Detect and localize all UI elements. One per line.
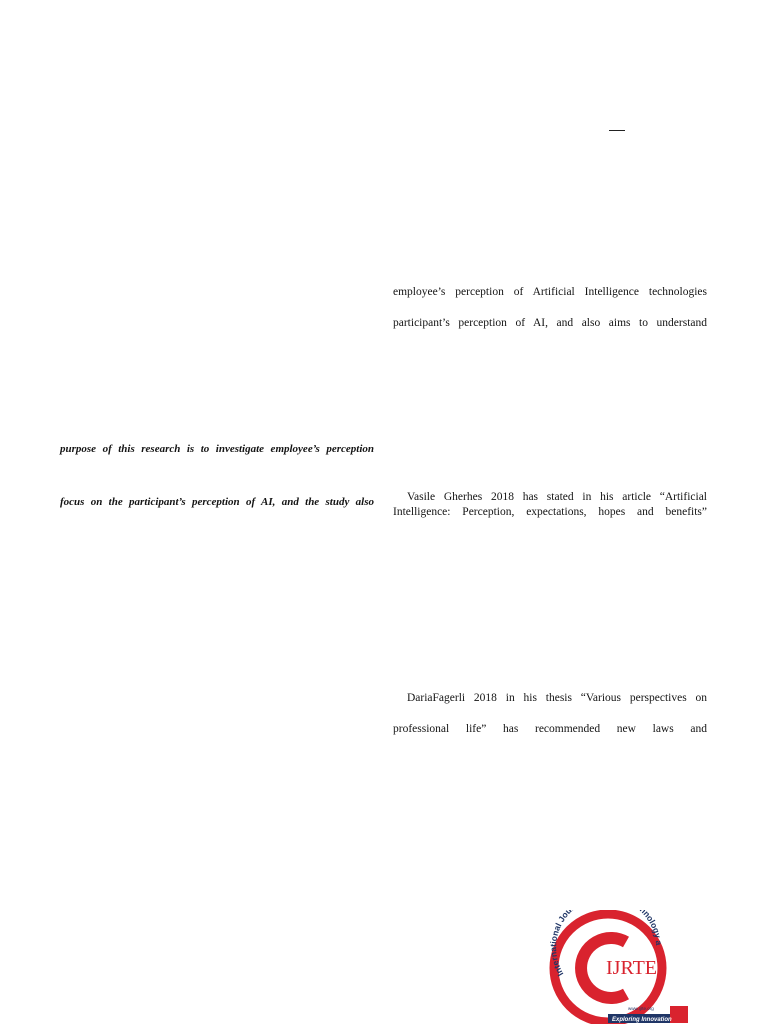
right-col-gherhes-line2: Intelligence: Perception, expectations, hopes and benefits” (393, 506, 707, 518)
ijrte-logo-graphic (548, 910, 698, 1024)
logo-url: www.ijrte.org (628, 1006, 654, 1011)
em-dash-mark (609, 130, 625, 131)
right-col-gherhes-line1: Vasile Gherhes 2018 has stated in his article “Artificial (407, 491, 707, 503)
right-col-line-participant: participant’s perception of AI, and also aims to understand (393, 317, 707, 329)
right-col-fagerli-line1: DariaFagerli 2018 in his thesis “Various perspectives on (407, 692, 707, 704)
logo-arc-text: International Jou nology a (548, 910, 665, 979)
logo-corner-block (670, 1006, 688, 1023)
right-col-fagerli-line2: professional life” has recommended new laws and (393, 723, 707, 735)
left-col-italic-line1: purpose of this research is to investigate employee’s perception (60, 443, 374, 455)
left-col-italic-line2: focus on the participant’s perception of AI, and the study also (60, 496, 374, 508)
logo-wordmark: IJRTE (606, 957, 658, 979)
ijrte-logo (548, 910, 698, 1024)
logo-tagline: Exploring Innovation (612, 1017, 672, 1023)
right-col-line-perception: employee’s perception of Artificial Intelligence technologies (393, 286, 707, 298)
